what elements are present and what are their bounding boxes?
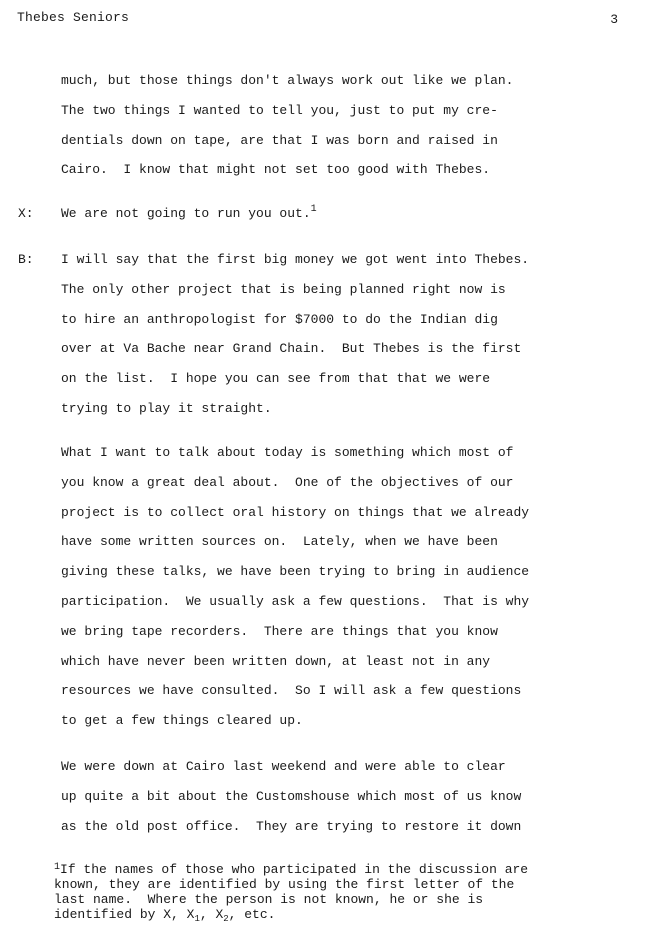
page-number: 3 [610,12,618,27]
footnote-line: $^1$If the names of those who participated in the discussion are [54,862,529,877]
speaker-label-x: X: [18,206,34,221]
footnote-line: known, they are identified by using the first letter of the [54,877,515,892]
text-line: on the list. I hope you can see from that that we were [61,371,491,387]
text-line: participation. We usually ask a few questions. That is why [61,593,530,609]
text-line: We are not going to run you out. [61,206,311,221]
footnote-line: last name. Where the person is not known, he or she is [54,892,484,907]
text-line: as the old post office. They are trying to restore it down [61,818,522,834]
footnote [54,862,614,922]
text-line: to get a few things cleared up. [61,713,303,729]
text-line: dentials down on tape, are that I was born and raised in [61,132,498,148]
text-line: We were down at Cairo last weekend and were able to clear [61,759,506,774]
text-line: over at Va Bache near Grand Chain. But Thebes is the first [61,341,522,357]
text-line: which have never been written down, at least not in any [61,653,491,669]
text-line: Cairo. I know that might not set too good with Thebes. [61,162,491,178]
paragraph-continuation [61,66,621,185]
text-line: giving these talks, we have been trying to bring in audience [61,564,530,580]
speaker-b-text [61,245,621,424]
text-line: The two things I wanted to tell you, just to put my cre- [61,102,498,118]
text-line: trying to play it straight. [61,400,272,416]
text-line: to hire an anthropologist for $7000 to do the Indian dig [61,311,498,327]
running-header: Thebes Seniors [17,10,130,25]
speaker-label-b: B: [18,252,34,267]
text-line: What I want to talk about today is something which most of [61,445,514,460]
text-line: resources we have consulted. So I will ask a few questions [61,683,522,699]
footnote-mark: 1 [54,862,61,873]
subscript: 2 [223,914,229,924]
footnote-line: identified by X, $X_1$, $X_2$, etc. [54,907,276,924]
paragraph-objectives [61,438,621,736]
text-line: I will say that the first big money we got went into Thebes. [61,252,530,267]
speaker-x-text [61,199,621,229]
text-line: project is to collect oral history on things that we already [61,504,530,520]
text-line: up quite a bit about the Customshouse which most of us know [61,788,522,804]
text-line: we bring tape recorders. There are things that you know [61,623,498,639]
footnote-reference: 1 [310,204,317,215]
text-line: you know a great deal about. One of the objectives of our [61,474,514,490]
subscript: 1 [194,914,200,924]
text-line: The only other project that is being planned right now is [61,281,506,297]
paragraph-customshouse [61,752,621,841]
text-line: have some written sources on. Lately, when we have been [61,534,498,550]
text-line: much, but those things don't always work out like we plan. [61,73,514,88]
